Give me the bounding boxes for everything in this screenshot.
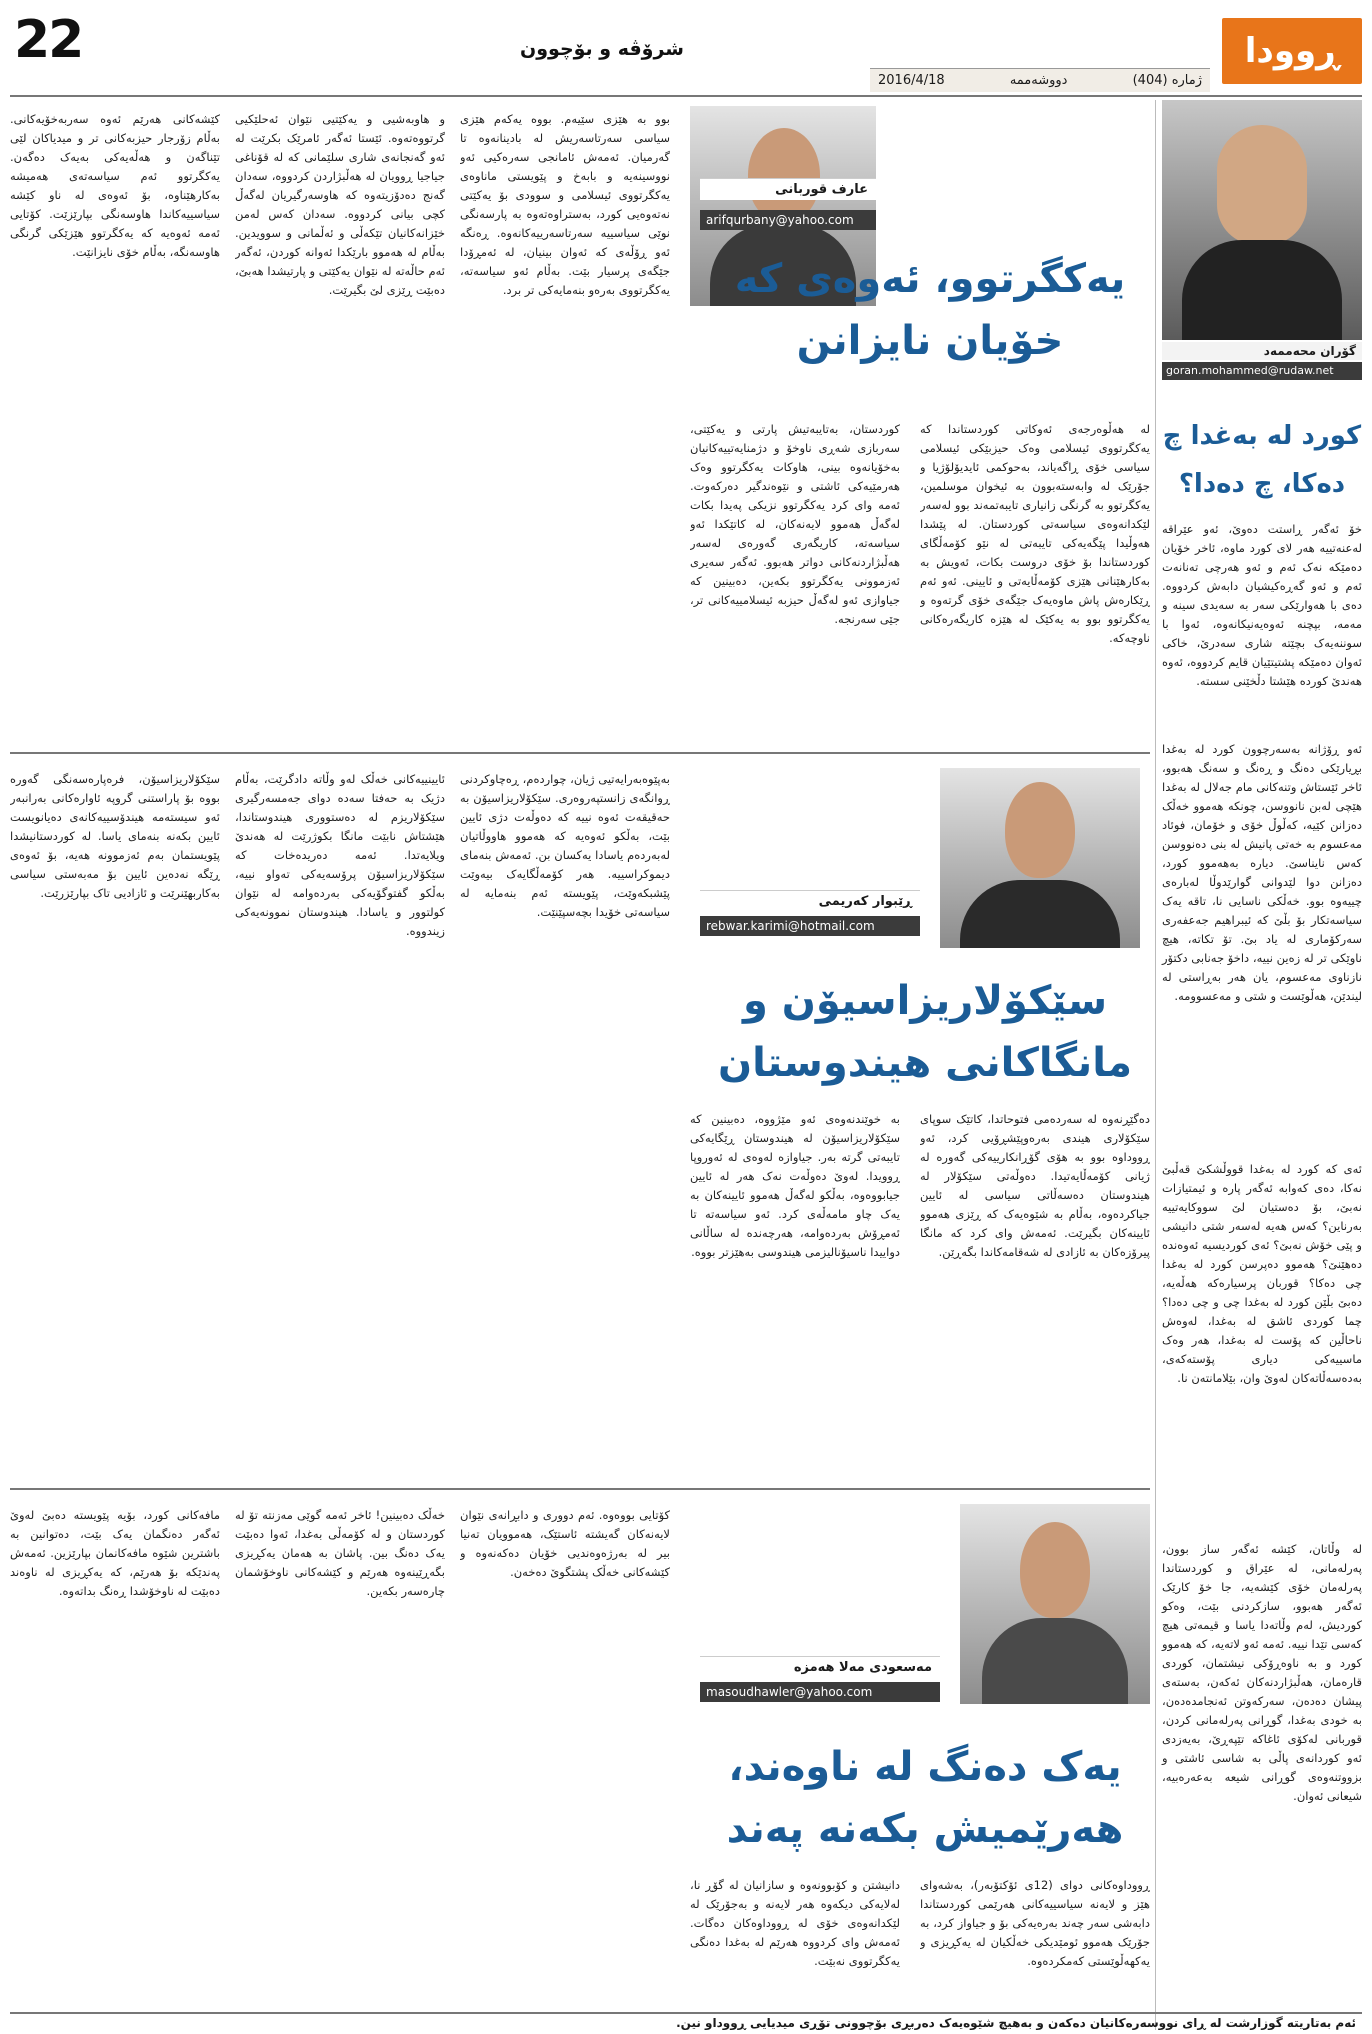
article-column: و هاوبەشیی و یەکێتیی نێوان ئەحلێکیی گرتووەتەوە. ئێستا ئەگەر ئامرێک بکرێت لە ئەو گەنجانەی شاری سلێمانی کە لە قۆناغی جیاجیا ڕوویان لە هەڵبژاردن کردووە، سەدان گەنج دەدۆزیتەوە کە هاوسەرگیریان لەگەڵ کچی بیانی کردووە. سەدان کەس لەمن خێزانەکانیان تێکەڵی و ئەڵمانی و سوویدین. بەڵام لە هەموو بارێکدا ئەوانە کوردن، ئەگەر ئەم حاڵەتە لە نێوان یەکێتی و پارتیشدا هەبێ، دەبێت ڕێزی لێ بگیرێت. [235, 112, 445, 297]
author-photo [960, 1504, 1150, 1704]
article-headline: سێکۆلاریزاسیۆن و مانگاکانی هیندوستان [718, 978, 1132, 1086]
photo-head-shape [1217, 125, 1307, 245]
article-divider [10, 1488, 1150, 1490]
issue-date: 2016/4/18 [878, 73, 945, 88]
sidebar-headline: کورد لە بەغدا چ دەکا، چ دەدا؟ [1162, 421, 1362, 499]
article-1 [10, 100, 1150, 750]
article-author-email: masoudhawler@yahoo.com [700, 1682, 940, 1702]
article-headline: یەک دەنگ لە ناوەند، هەرێمیش بکەنە پەند [726, 1744, 1124, 1852]
article-column: مافەکانی کورد، بۆیە پێویستە دەبێ لەوێ ئەگەر دەنگمان یەک بێت، دەتوانین بە باشترین شێوە مافەکانمان بپارێزین. ئەمەش پەندێکە بۆ هەرێم، کە یەکڕیزی لە ناوەند دەبێت لە ناوخۆشدا ڕەنگ بداتەوە. [10, 1508, 220, 1598]
article-author-name: مەسعودی مەلا هەمزە [700, 1656, 940, 1678]
article-column: دەگێڕنەوە لە سەردەمی فتوحاتدا، کاتێک سوپای سێکۆلاری هیندی بەرەوپێشڕۆیی کرد، ئەو ڕووداوە بوو بە هۆی گۆڕانکارییەکی گەورە لە ژیانی کۆمەڵایەتیدا. دەوڵەتی سێکۆلار لە هیندوستان دەسەڵاتی سیاسی لە ئایین جیاکردەوە، بەڵام بە شێوەیەک کە ڕێزی هەموو ئایینەکان بگیرێت. ئەمەش وای کرد کە مانگا پیرۆزەکان بە ئازادی لە شەقامەکاندا بگەڕێن. [920, 1112, 1150, 1259]
article-column: خەڵک دەبینین! ئاخر ئەمە گوێی مەزنتە تۆ لە کوردستان و لە کۆمەڵی بەغدا، ئەوا دەبێت یەک دەنگ بین. پاشان بە هەمان یەکڕیزی بگەڕێینەوە هەرێم و کێشەکانی ناوخۆشمان چارەسەر بکەین. [235, 1508, 445, 1598]
rudaw-logo: ڕوودا [1222, 18, 1362, 84]
page-number: 22 [14, 10, 83, 70]
article-column: ڕووداوەکانی دوای (12ی ئۆکتۆبەر)، بەشەوای هێز و لایەنە سیاسییەکانی هەرێمی کوردستاندا دابەشی سەر چەند بەرەیەکی بۆ و جیاواز کرد، بە جۆرێک هەموو ئومێدیکی خەڵکیان لە یەکڕیزی و یەکهەڵوێستی کەمکردەوە. [920, 1878, 1150, 1968]
sidebar-author-email: goran.mohammed@rudaw.net [1162, 362, 1362, 380]
article-author-email: arifqurbany@yahoo.com [700, 210, 876, 230]
photo-head-shape [748, 128, 820, 222]
photo-head-shape [1005, 782, 1075, 878]
page-footer-disclaimer: ئەم بەتاریتە گوزارشت لە ڕای نووسەرەکانیان دەکەن و بەهیچ شێوەیەک دەربڕی بۆچوونی تۆڕی میدیایی ڕووداو نین. [10, 2012, 1362, 2032]
page-header [0, 0, 1372, 88]
article-divider [10, 752, 1150, 754]
author-photo [940, 768, 1140, 948]
article-author-email: rebwar.karimi@hotmail.com [700, 916, 920, 936]
article-column: سێکۆلاریزاسیۆن، فرەپارەسەنگی گەورە بووە بۆ پاراستنی گروپە ئاوارەکانی بەرانبەر ئەو سیستەمە هیندۆسییەکانەی دەیانویست ئایین بکەنە بنەمای یاسا. لە کوردستانیشدا پێویستمان بەم ئەزموونە هەیە، بۆ ئەوەی ڕێگە نەدەین ئایین بۆ مەبەستی سیاسی بەکاربهێنرێت و ئازادیی تاک بپارێزرێت. [10, 772, 220, 900]
photo-body-shape [982, 1618, 1128, 1704]
article-column: بوو بە هێزی سێیەم. بووە یەکەم هێزی سیاسی سەرتاسەریش لە بادینانەوە تا گەرمیان. ئەمەش ئامانجی سەرەکیی ئەو نووسینەیە و بابەخ و پێویستی ماناوەی یەکگرتووی ئیسلامی و سوودی بۆ یەکێتی نەتەوەیی کورد، بەستراوەتەوە بە پارسەنگی نوێی سیاسییە سەرتاسەرییەکانەوە. ڕەنگە ئەو ڕۆڵەی کە ئەوان بینیان، لە ئەمڕۆدا جێگەی پرسیار بێت. بەڵام ئەو سیاسەتە، یەکگرتووی بەرەو بنەمایەکی تر برد. [460, 112, 670, 297]
article-author-name: عارف قوربانی [700, 178, 876, 200]
article-column: بەپێوەبەرایەتیی ژیان، چواردەم، ڕەچاوکردنی ڕوانگەی زانستپەروەری. سێکۆلاریزاسیۆن بە حەقیقەت ئەوە نییە کە دەوڵەت دژی ئایین بێت، بەڵکو ئەوەیە کە هەموو هاووڵاتیان لەبەردەم یاسادا یەکسان بن. ئەمەش بنەمای دیموکراسییە. هەر کۆمەڵگایەک بیەوێت پێشبکەوێت، پێویستە ئەم بنەمایە لە سیاسەتی خۆیدا بچەسپێنێت. [460, 772, 670, 919]
photo-body-shape [1182, 240, 1342, 340]
issue-bar [870, 68, 1210, 92]
article-3 [10, 1496, 1150, 2006]
header-divider [10, 95, 1362, 97]
photo-body-shape [960, 880, 1120, 948]
sidebar-author-name: گۆران محەممەد [1162, 342, 1362, 360]
article-headline: یەکگرتوو، ئەوەی کە خۆیان نایزانن [734, 256, 1126, 364]
article-column: لە هەڵوەرجەی ئەوکاتی کوردستاندا کە یەکگرتووی ئیسلامی وەک حیزبێکی ئیسلامی سیاسی خۆی ڕاگەیاند، بەحوکمی ئایدیۆلۆژیا و جۆرێک لە وابەستەبوون بە ئیخوان موسلمین، یەکگرتوو بە گرنگی زانیاری تایبەتمەند بوو لەسەر لێکدانەوەی سیاسەتی کوردستان. لە پێشدا هەوڵیدا پێگەیەکی تایبەتی لە نێو کۆمەڵگای کوردستاندا بۆ خۆی دروست بکات، ئەویش بە بەکارهێنانی هێزی کۆمەڵایەتی و ئایینی. ئەو ئەم ڕێکارەش پاش ماوەیەک جێگەی خۆی گرتەوە و یەکگرتوو بوو بە یەکێک لە هێزە کاریگەرەکانی ناوچەکە. [920, 422, 1150, 645]
sidebar-paragraph: ئەی کە کورد لە بەغدا قووڵشکێ قەڵبێ نەکا، دەی کەوابە ئەگەر پارە و ئیمتیازات نەبێ، بۆ دەستیان لێ سووکایەتییە بەرناین؟ کەس هەیە لەسەر شتی دانیشی و پێی خۆش نەبێ؟ ئەی کوردیسیە ئەوەندە دەهێنێ؟ هەموو دەپرسن کورد لە بەغدا چی دەکا؟ قوربان پرسیارەکە هەڵەیە، دەبێ بڵێن کورد لە بەغدا چی و چی دەدا؟ چما کوردی ئاشق لە بەغدا، لەوەش ناحاڵین کە پۆست لە بەغدا، هەر وەک ماسییەکی دیاری پۆستەکەی، بەدەسەڵاتەکان لەوێ وان، بێلامانتەن نا. [1162, 1162, 1362, 1385]
column-divider [1155, 100, 1156, 2030]
article-column: بە خوێندنەوەی ئەو مێژووە، دەبینین کە سێکۆلاریزاسیۆن لە هیندوستان ڕێگایەکی تایبەتی گرتە بەر. جیاوازە لەوەی لە ئەوروپا ڕوویدا. لەوێ دەوڵەت نەک هەر لە ئایین جیابووەوە، بەڵکو لەگەڵ هەموو ئایینەکان بە یەک چاو مامەڵەی کرد. ئەو سیاسەتە تا ئەمڕۆش بەردەوامە، هەرچەندە لە ساڵانی دواییدا ناسیۆنالیزمی هیندوسی بەهێزتر بووە. [690, 1112, 900, 1259]
sidebar-paragraph: لە وڵاتان، کێشە ئەگەر ساز بوون، پەرلەمانی، لە عێراق و کوردستاندا پەرلەمان خۆی کێشەیە، جا خۆ کارێک ئەگەر هەبوو، سازکردنی بێت، وەکو کوردیش، لەم وڵاتەدا یاسا و قیمەتی هیچ کەسی تێدا نییە. ئەمە ئەو لاتەیە، کە هەموو کورد و بە ناوەڕۆکی نیشتمان، کوردی قارەمان، هەڵبژاردنەکان ئەکەن، بەستەی پیشان دەدەن، سەرکەوتن ئەنجامدەدەن، بە خودی بەغدا، گوڕانی پەرلەمانی کردن، قوربانی لەکۆی ئاغاکە تێپەڕێ، بەیەزدی ئەو کوردانەی پاڵی بە شاسی ئاشتی و بزووتنەوەی گوڕانی شیعە بەعەرەبیە، شیعانی ئەوان. [1162, 1542, 1362, 1803]
article-column: دانیشتن و کۆبوونەوە و سازانیان لە گۆڕ نا، لەلایەکی دیکەوە هەر لایەنە و بەجۆرێک لە لێکدانەوەی خۆی لە ڕووداوەکان دەگات. ئەمەش وای کردووە هەرێم لە بەغدا دەنگی یەکگرتووی نەبێت. [690, 1878, 900, 1968]
article-column: ئایینییەکانی خەڵک لەو وڵاتە دادگرێت، بەڵام دژیک بە حەفتا سەدە دوای جەمسەرگیری سێکۆلاریزم لە دەستووری هیندوستاندا، هێشتاش نابێت مانگا بکوژرێت لە هەندێ ویلایەتدا. ئەمە دەریدەخات کە سێکۆلاریزاسیۆن پرۆسەیەکی تەواو نییە، بەڵکو گفتوگۆیەکی بەردەوامە لە نێوان کولتوور و یاسادا. هیندوستان نموونەیەکی زیندووە. [235, 772, 445, 938]
article-column: کۆتایی بووەوە. ئەم دووری و دابڕانەی نێوان لایەنەکان گەیشتە ئاستێک، هەموویان تەنیا بیر لە بەرژەوەندیی خۆیان دەکەنەوە و کێشەکانی خەڵک پشتگوێ دەخەن. [460, 1508, 670, 1579]
issue-number: ژمارە (404) [1132, 73, 1202, 88]
issue-weekday: دووشەممە [1009, 73, 1068, 88]
author-photo [1162, 100, 1362, 340]
section-title: شرۆڤە و بۆچوون [520, 38, 684, 60]
article-column: کێشەکانی هەرێم ئەوە سەربەخۆیەکانی. بەڵام زۆرجار حیزبەکانی تر و میدیاکان لێی تێناگەن و هەڵەیەکی بەیەک دەگەن. یەکگرتوو ئەم سیاسەتەی هەمیشە بەکارهێناوە، بۆ ئەوەی لە ناو کێشە سیاسییەکاندا هاوسەنگی بپارێزێت. کۆتایی ئەمە ئەوەیە کە یەکگرتوو هێزێکی گرنگی هاوسەنگە، بەڵام خۆی نایزانێت. [10, 112, 220, 259]
sidebar-column [1162, 100, 1362, 2030]
photo-head-shape [1020, 1522, 1090, 1618]
sidebar-paragraph: خۆ ئەگەر ڕاستت دەوێ، ئەو عێراقە لەعنەتییە هەر لای کورد ماوە، ئاخر خۆیان دەمێکە نەک ئەم و ئەو هەرچی تەنانەت ئەم و ئەو گەڕەکیشیان دابەش کردووە. دەی با هەوارێکی سەر بە سەیدی سینە و مەمە، بپچنە ئەوەیەنیکانەوە، ئەوا با سوننەیەک بچێتە شاری سەدرێ، خاکی ئەوان دەمێکە پشتیتێیان قایم کردووە، ئەوە هەندێ کوردە هێشتا دڵخێنی سستە. [1162, 522, 1362, 688]
article-column: کوردستان، بەتایبەتیش پارتی و یەکێتی، سەربازی شەڕی ناوخۆ و دژمنایەتییەکانیان بەخۆیانەوە بینی، هاوکات یەکگرتوو وەک هەرمێیەکی ئاشتی و نێوەندگیر دەرکەوت. ئەمە وای کرد یەکگرتوو نزیکی پەیدا بکات لەگەڵ هەموو لایەنەکان، لە کاتێکدا ئەو سیاسەتە، کاریگەری گەورەی لەسەر هەڵبژاردنەکانی دواتر هەبوو. ئەگەر سەیری ئەزموونی یەکگرتوو بکەین، دەبینین کە جیاوازی ئەو لەگەڵ حیزبە ئیسلامییەکانی تر، جێی سەرنجە. [690, 422, 900, 626]
article-2 [10, 760, 1150, 1480]
article-author-name: ڕێبوار کەریمی [700, 890, 920, 912]
sidebar-paragraph: ئەو ڕۆژانە بەسەرچوون کورد لە بەغدا بڕیارێکی دەنگ و ڕەنگ و سەنگ هەبوو، ئاخر ئێستاش وتنەکانی مام جەلال لە بەغدا هێچی لەبن نانووسن، چونکە هەموو خەڵک دەزانن کێیە، کەڵوڵ خۆی و خۆمان، فوئاد مەعسوم بە خەتی پانیش لە بنی دەنووسن کەس نایناسێ. دیارە بەهەموو کورد، دەزانن دوا لێدوانی گوارێدوڵا لەبارەی چییەوە بوو. خەڵکی ناسایی نا، تاقە یەک سیاسەتکار بۆ بڵێ کە ئیبراهیم جەعفەری سەرکۆماری لە یاد بێ. تۆ تکاتە، هیچ ناوێکی تر لە زەین نییە، داخۆ جەنابی دکتۆر نازناوی مەعسوم، یان هەر بەڕاستی لە لیندێن، هەڵوێست و شتی و مەعسوومە. [1162, 742, 1362, 1003]
